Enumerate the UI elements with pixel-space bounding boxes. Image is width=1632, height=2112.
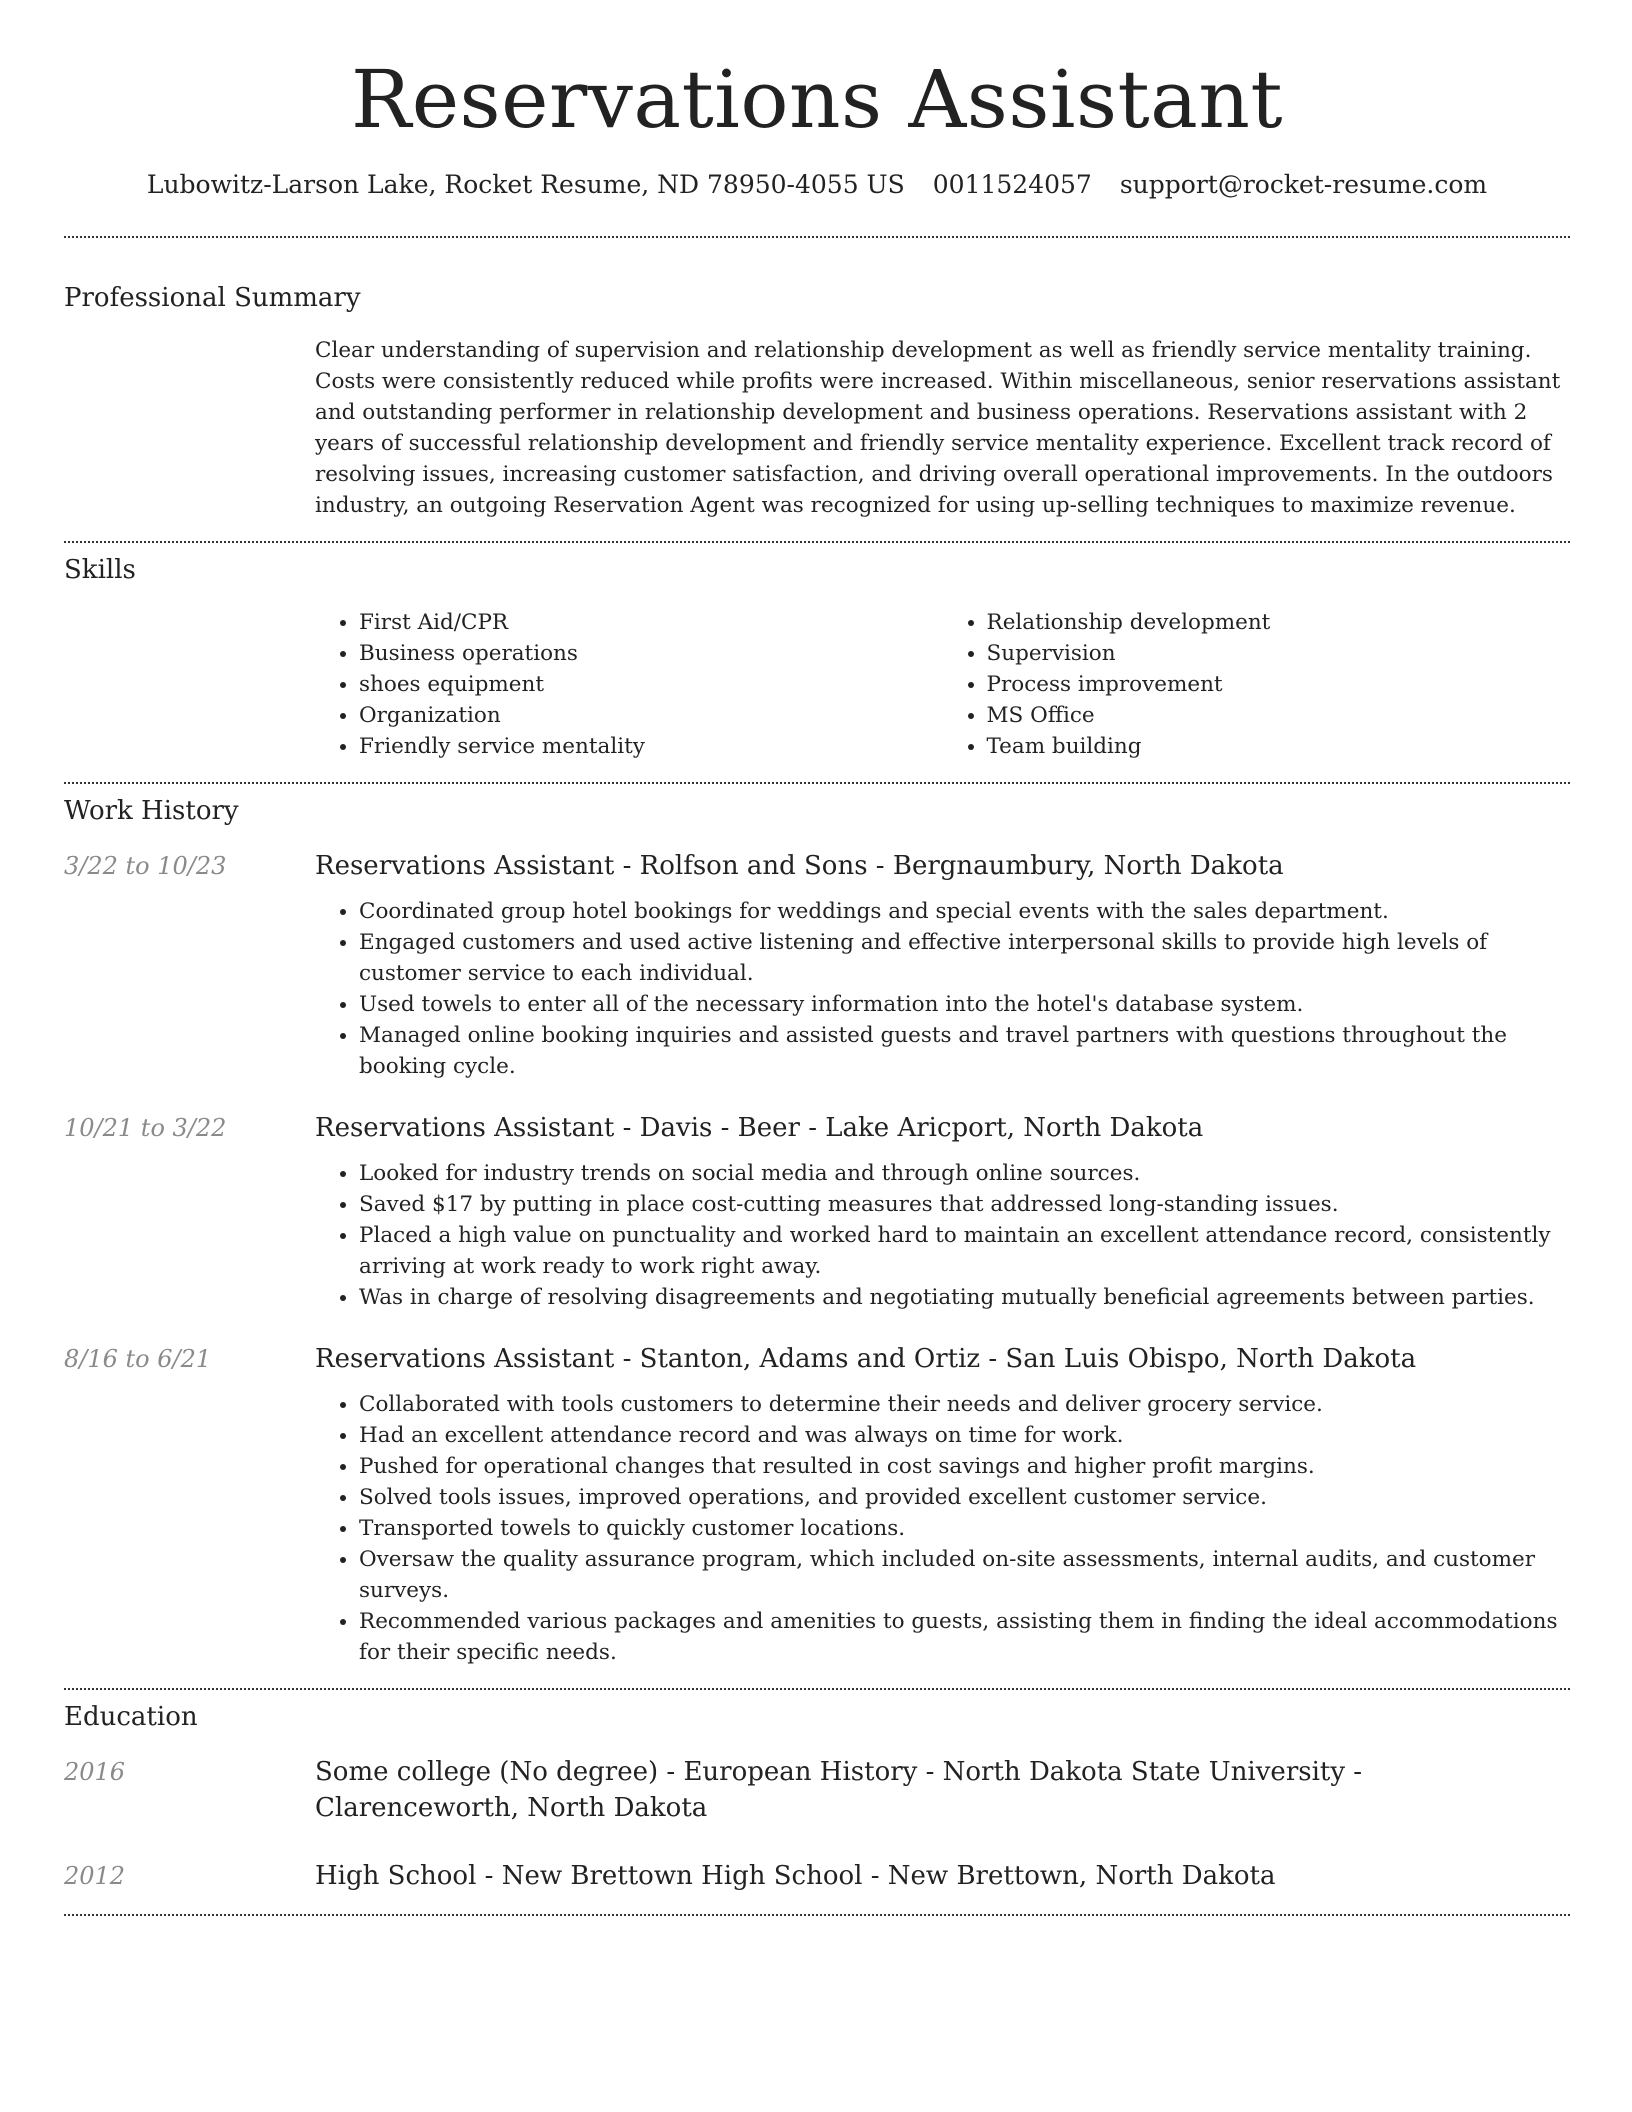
education-heading: Education	[64, 1702, 198, 1732]
education-heading-text: High School - New Brettown High School - New Brettown, North Dakota	[315, 1861, 1276, 1891]
candidate-name: Reservations Assistant	[350, 53, 1284, 146]
job-bullet: • Looked for industry trends on social media and through online sources.	[359, 1158, 1570, 1189]
job-bullet: • Used towels to enter all of the necessary information into the hotel's database system.	[359, 989, 1570, 1020]
education-year: 2012	[64, 1862, 126, 1890]
job-bullet: • Coordinated group hotel bookings for weddings and special events with the sales department.	[359, 896, 1570, 927]
education-year: 2016	[64, 1758, 126, 1786]
skill-item: • Team building	[987, 731, 1571, 762]
email-text: support@rocket-resume.com	[1119, 170, 1488, 199]
job-bullet: • Oversaw the quality assurance program, which included on-site assessments, internal audits, and customer surveys.	[359, 1544, 1570, 1606]
divider	[64, 1914, 1570, 1916]
job-bullet: • Collaborated with tools customers to determine their needs and deliver grocery service.	[359, 1389, 1570, 1420]
job-bullet: • Was in charge of resolving disagreements and negotiating mutually beneficial agreements between parties.	[359, 1282, 1570, 1313]
education-entry	[64, 1754, 1570, 1826]
work-heading: Work History	[64, 796, 239, 826]
job-bullet: • Engaged customers and used active listening and effective interpersonal skills to provide high levels of customer service to each individual.	[359, 927, 1570, 989]
phone-text: 0011524057	[932, 170, 1092, 199]
summary-content	[315, 335, 1570, 521]
job-bullet: • Transported towels to quickly customer locations.	[359, 1513, 1570, 1544]
skill-item: • Relationship development	[987, 607, 1571, 638]
job-entry	[64, 848, 1570, 1082]
job-heading: Reservations Assistant - Rolfson and Sons - Bergnaumbury, North Dakota	[315, 851, 1284, 881]
summary-section	[64, 238, 1570, 521]
summary-text: Clear understanding of supervision and relationship development as well as friendly service mentality training. Costs were consistently reduced while profits were increased. Within miscellaneous, senior reservations assistant and outstanding performer in relationship development and business operations. Reservations assistant with 2 years of successful relationship development and friendly service mentality experience. Excellent track record of resolving issues, increasing customer satisfaction, and driving overall operational improvements. In the outdoors industry, an outgoing Reservation Agent was recognized for using up-selling techniques to maximize revenue.	[315, 338, 1561, 518]
job-bullet: • Placed a high value on punctuality and worked hard to maintain an excellent attendance record, consistently arriving at work ready to work right away.	[359, 1220, 1570, 1282]
skill-item: • MS Office	[987, 700, 1571, 731]
job-dates: 3/22 to 10/23	[64, 852, 227, 880]
contact-line	[64, 168, 1570, 202]
skill-item: • Business operations	[359, 638, 943, 669]
skill-item: • First Aid/CPR	[359, 607, 943, 638]
job-heading: Reservations Assistant - Davis - Beer - Lake Aricport, North Dakota	[315, 1113, 1204, 1143]
job-dates: 10/21 to 3/22	[64, 1114, 227, 1142]
job-bullet: • Pushed for operational changes that resulted in cost savings and higher profit margins.	[359, 1451, 1570, 1482]
skill-item: • Process improvement	[987, 669, 1571, 700]
job-bullet: • Managed online booking inquiries and assisted guests and travel partners with questions throughout the booking cycle.	[359, 1020, 1570, 1082]
education-section	[64, 1690, 1570, 1894]
job-bullets	[315, 1158, 1570, 1313]
job-heading: Reservations Assistant - Stanton, Adams and Ortiz - San Luis Obispo, North Dakota	[315, 1344, 1417, 1374]
skills-grid	[315, 607, 1570, 762]
summary-heading: Professional Summary	[64, 283, 361, 313]
job-bullet: • Solved tools issues, improved operations, and provided excellent customer service.	[359, 1482, 1570, 1513]
skill-item: • Supervision	[987, 638, 1571, 669]
skills-heading: Skills	[64, 555, 136, 585]
skill-item: • Friendly service mentality	[359, 731, 943, 762]
job-bullets	[315, 896, 1570, 1082]
job-bullets	[315, 1389, 1570, 1668]
address-text: Lubowitz-Larson Lake, Rocket Resume, ND 78950-4055 US	[146, 170, 905, 199]
job-bullet: • Recommended various packages and amenities to guests, assisting them in finding the ideal accommodations for their specific needs.	[359, 1606, 1570, 1668]
skill-item: • Organization	[359, 700, 943, 731]
job-entry	[64, 1341, 1570, 1668]
job-entry	[64, 1110, 1570, 1313]
job-bullet: • Had an excellent attendance record and was always on time for work.	[359, 1420, 1570, 1451]
work-section	[64, 784, 1570, 1668]
skills-list-left	[315, 607, 943, 762]
skill-item: • shoes equipment	[359, 669, 943, 700]
education-heading-text: Some college (No degree) - European History - North Dakota State University - Clarenceworth, North Dakota	[315, 1757, 1363, 1823]
skills-section	[64, 543, 1570, 762]
skills-list-right	[943, 607, 1571, 762]
education-entry	[64, 1858, 1570, 1894]
job-dates: 8/16 to 6/21	[64, 1345, 212, 1373]
resume-page	[64, 0, 1570, 1916]
job-bullet: • Saved $17 by putting in place cost-cutting measures that addressed long-standing issues.	[359, 1189, 1570, 1220]
